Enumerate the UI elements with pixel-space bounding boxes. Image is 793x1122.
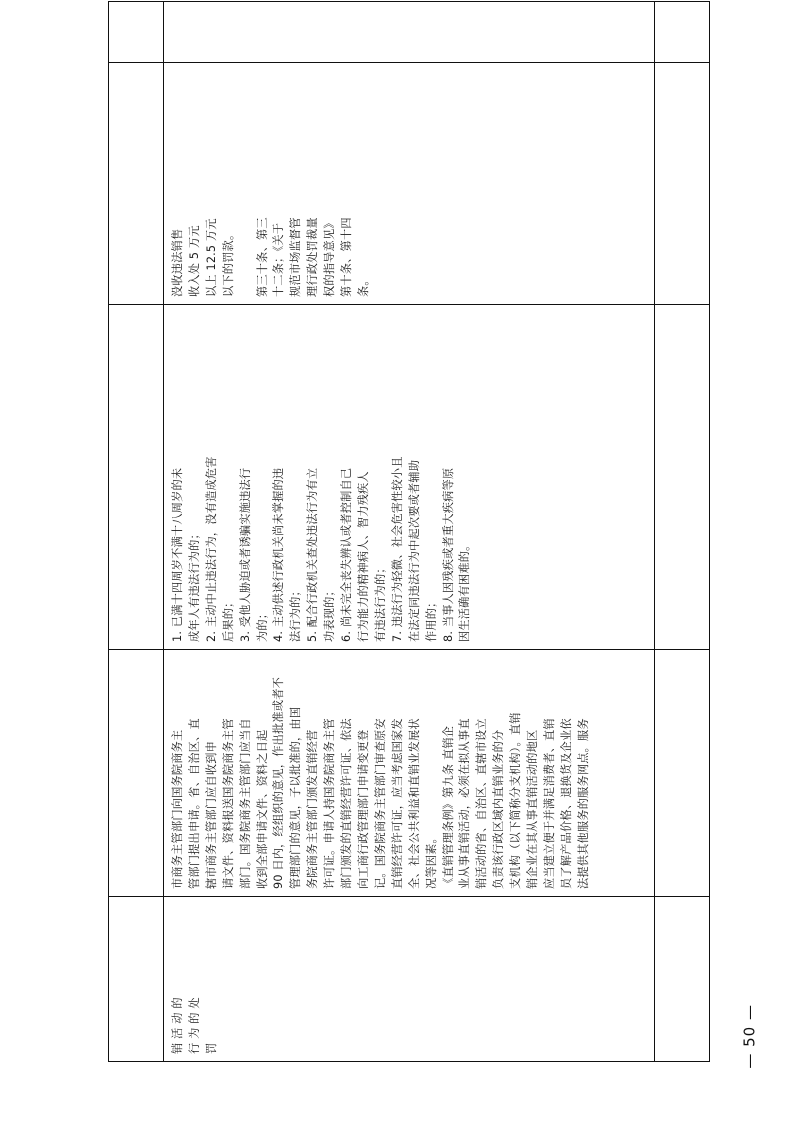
text-line: 管部门提出申请。省、自治区、直 <box>187 718 201 889</box>
cell-empty-b2 <box>655 650 710 897</box>
cell-empty-a <box>109 897 164 1062</box>
text-line: 法提供其他服务的服务网点。服务 <box>576 718 590 889</box>
rotated-table-inner <box>108 62 710 1062</box>
text-line: 部门。国务院商务主管部门应当自 <box>238 718 252 889</box>
text-line: 规范市场监督管 <box>289 217 303 297</box>
rotated-table-wrapper <box>108 62 710 1062</box>
text-line: 业从事直销活动，必须在拟从事直 <box>458 718 472 889</box>
text-line: 行为能力的精神病人、智力残疾人 <box>356 471 370 642</box>
text-line: 90 日内，经组织的意见，作出批准或者不 <box>272 677 286 889</box>
text-line: 在法定同违法行为中起次要或者辅助 <box>407 459 421 642</box>
text-line: 2. 主动中止违法行为，没有造成危害 <box>204 456 218 642</box>
text-line: 向工商行政管理部门申请变更登 <box>356 729 370 889</box>
text-line: 6. 尚未完全丧失辨认或者控制自己 <box>340 467 354 642</box>
text-line: 为的； <box>255 607 269 642</box>
text-line: 8. 当事人因残疾或者重大疾病等原 <box>441 467 455 642</box>
text-line: 收到全部申请文件、资料之日起 <box>255 729 269 889</box>
text-line: 直销经营许可证，应当考虑国家发 <box>390 718 404 889</box>
text-line: 条。 <box>356 274 370 297</box>
text-line: 负责该行政区域内直销业务的分 <box>492 729 506 889</box>
cell-penalty-standard <box>164 2 655 305</box>
cell-mitigating-circumstances <box>164 305 655 650</box>
cell-empty-a2 <box>655 897 710 1062</box>
text-line: 记。国务院商务主管部门审查原安 <box>373 718 387 889</box>
text-line: 罚 <box>204 1042 218 1054</box>
text-line: 市商务主管部门向国务院商务主 <box>171 729 184 889</box>
text-line: 销企业在其从事直销活动的地区 <box>526 729 540 889</box>
text-line: 成年人有违法行为的； <box>187 528 201 642</box>
cell-empty-d2 <box>655 2 710 305</box>
table-row-empty-top <box>109 2 164 1062</box>
text-line: 权的指导意见》 <box>323 217 337 297</box>
text-line: 法行为的； <box>289 585 303 642</box>
text-line: 销 活 动 的 <box>171 997 184 1054</box>
cell-empty-c <box>109 305 164 650</box>
text-line: 5. 配合行政机关查处违法行为有立 <box>306 467 320 642</box>
text-line <box>238 9 254 297</box>
text-line: 后果的； <box>221 596 235 642</box>
text-line: 第十条、第十四 <box>340 217 354 297</box>
text-line: 4. 主动供述行政机关尚未掌握的违 <box>272 467 286 642</box>
text-line: 功表现的； <box>323 585 337 642</box>
text-line: 辖市商务主管部门应自收到申 <box>204 740 218 889</box>
cell-empty-d <box>109 2 164 305</box>
table-row-empty-bottom <box>655 2 710 1062</box>
text-line: 应当建立便于并满足消费者、直销 <box>542 718 556 889</box>
text-line: 7. 违法行为轻微、社会危害性较小且 <box>390 456 404 642</box>
text-line: 理行政处罚裁量 <box>306 217 320 297</box>
text-line: 因生活确有困难的。 <box>458 539 472 642</box>
text-line: 《直销管理条例》第九条 直销企 <box>441 725 455 889</box>
text-line: 请文件、资料报送国务院商务主管 <box>221 718 235 889</box>
text-line: 部门颁发的直销经营许可证、依法 <box>340 718 354 889</box>
table-row <box>164 2 655 1062</box>
text-line: 3. 受他人胁迫或者诱骗实施违法行 <box>238 467 252 642</box>
text-line: 销活动的省、自治区、直辖市设立 <box>475 718 489 889</box>
text-line: 作用的； <box>424 596 438 642</box>
cell-violation-type <box>164 897 655 1062</box>
cell-empty-b <box>109 650 164 897</box>
penalty-discretion-table <box>108 1 710 1062</box>
text-line: 第三十条、第三 <box>255 217 269 297</box>
text-line: 行 为 的 处 <box>187 997 201 1054</box>
cell-legal-basis <box>164 650 655 897</box>
text-line: 十二条；《关于 <box>272 222 286 297</box>
text-line: 管理部门的意见，子以批准的，由国 <box>289 706 303 889</box>
cell-empty-c2 <box>655 305 710 650</box>
text-line: 以上 12.5 万元 <box>204 218 218 297</box>
text-line: 员了解产品价格、退换货及企业依 <box>559 718 573 889</box>
text-line: 收入处 5 万元 <box>187 225 201 297</box>
text-line: 没收违法销售 <box>171 228 184 297</box>
text-line: 有违法行为的； <box>373 562 387 642</box>
text-line: 务院商务主管部门颁发直销经营 <box>306 729 320 889</box>
text-line: 全、社会公共利益和直销业发展状 <box>407 718 421 889</box>
text-line: 许可证。申请人持国务院商务主管 <box>323 718 337 889</box>
text-line: 1. 已满十四周岁不满十八周岁的未 <box>171 467 184 642</box>
text-line: 支机构（以下简称分支机构）。直销 <box>509 712 523 889</box>
text-line: 以下的罚款。 <box>221 228 235 297</box>
page-number: — 50 — <box>741 1004 759 1069</box>
text-line: 况等因素。 <box>424 832 438 889</box>
